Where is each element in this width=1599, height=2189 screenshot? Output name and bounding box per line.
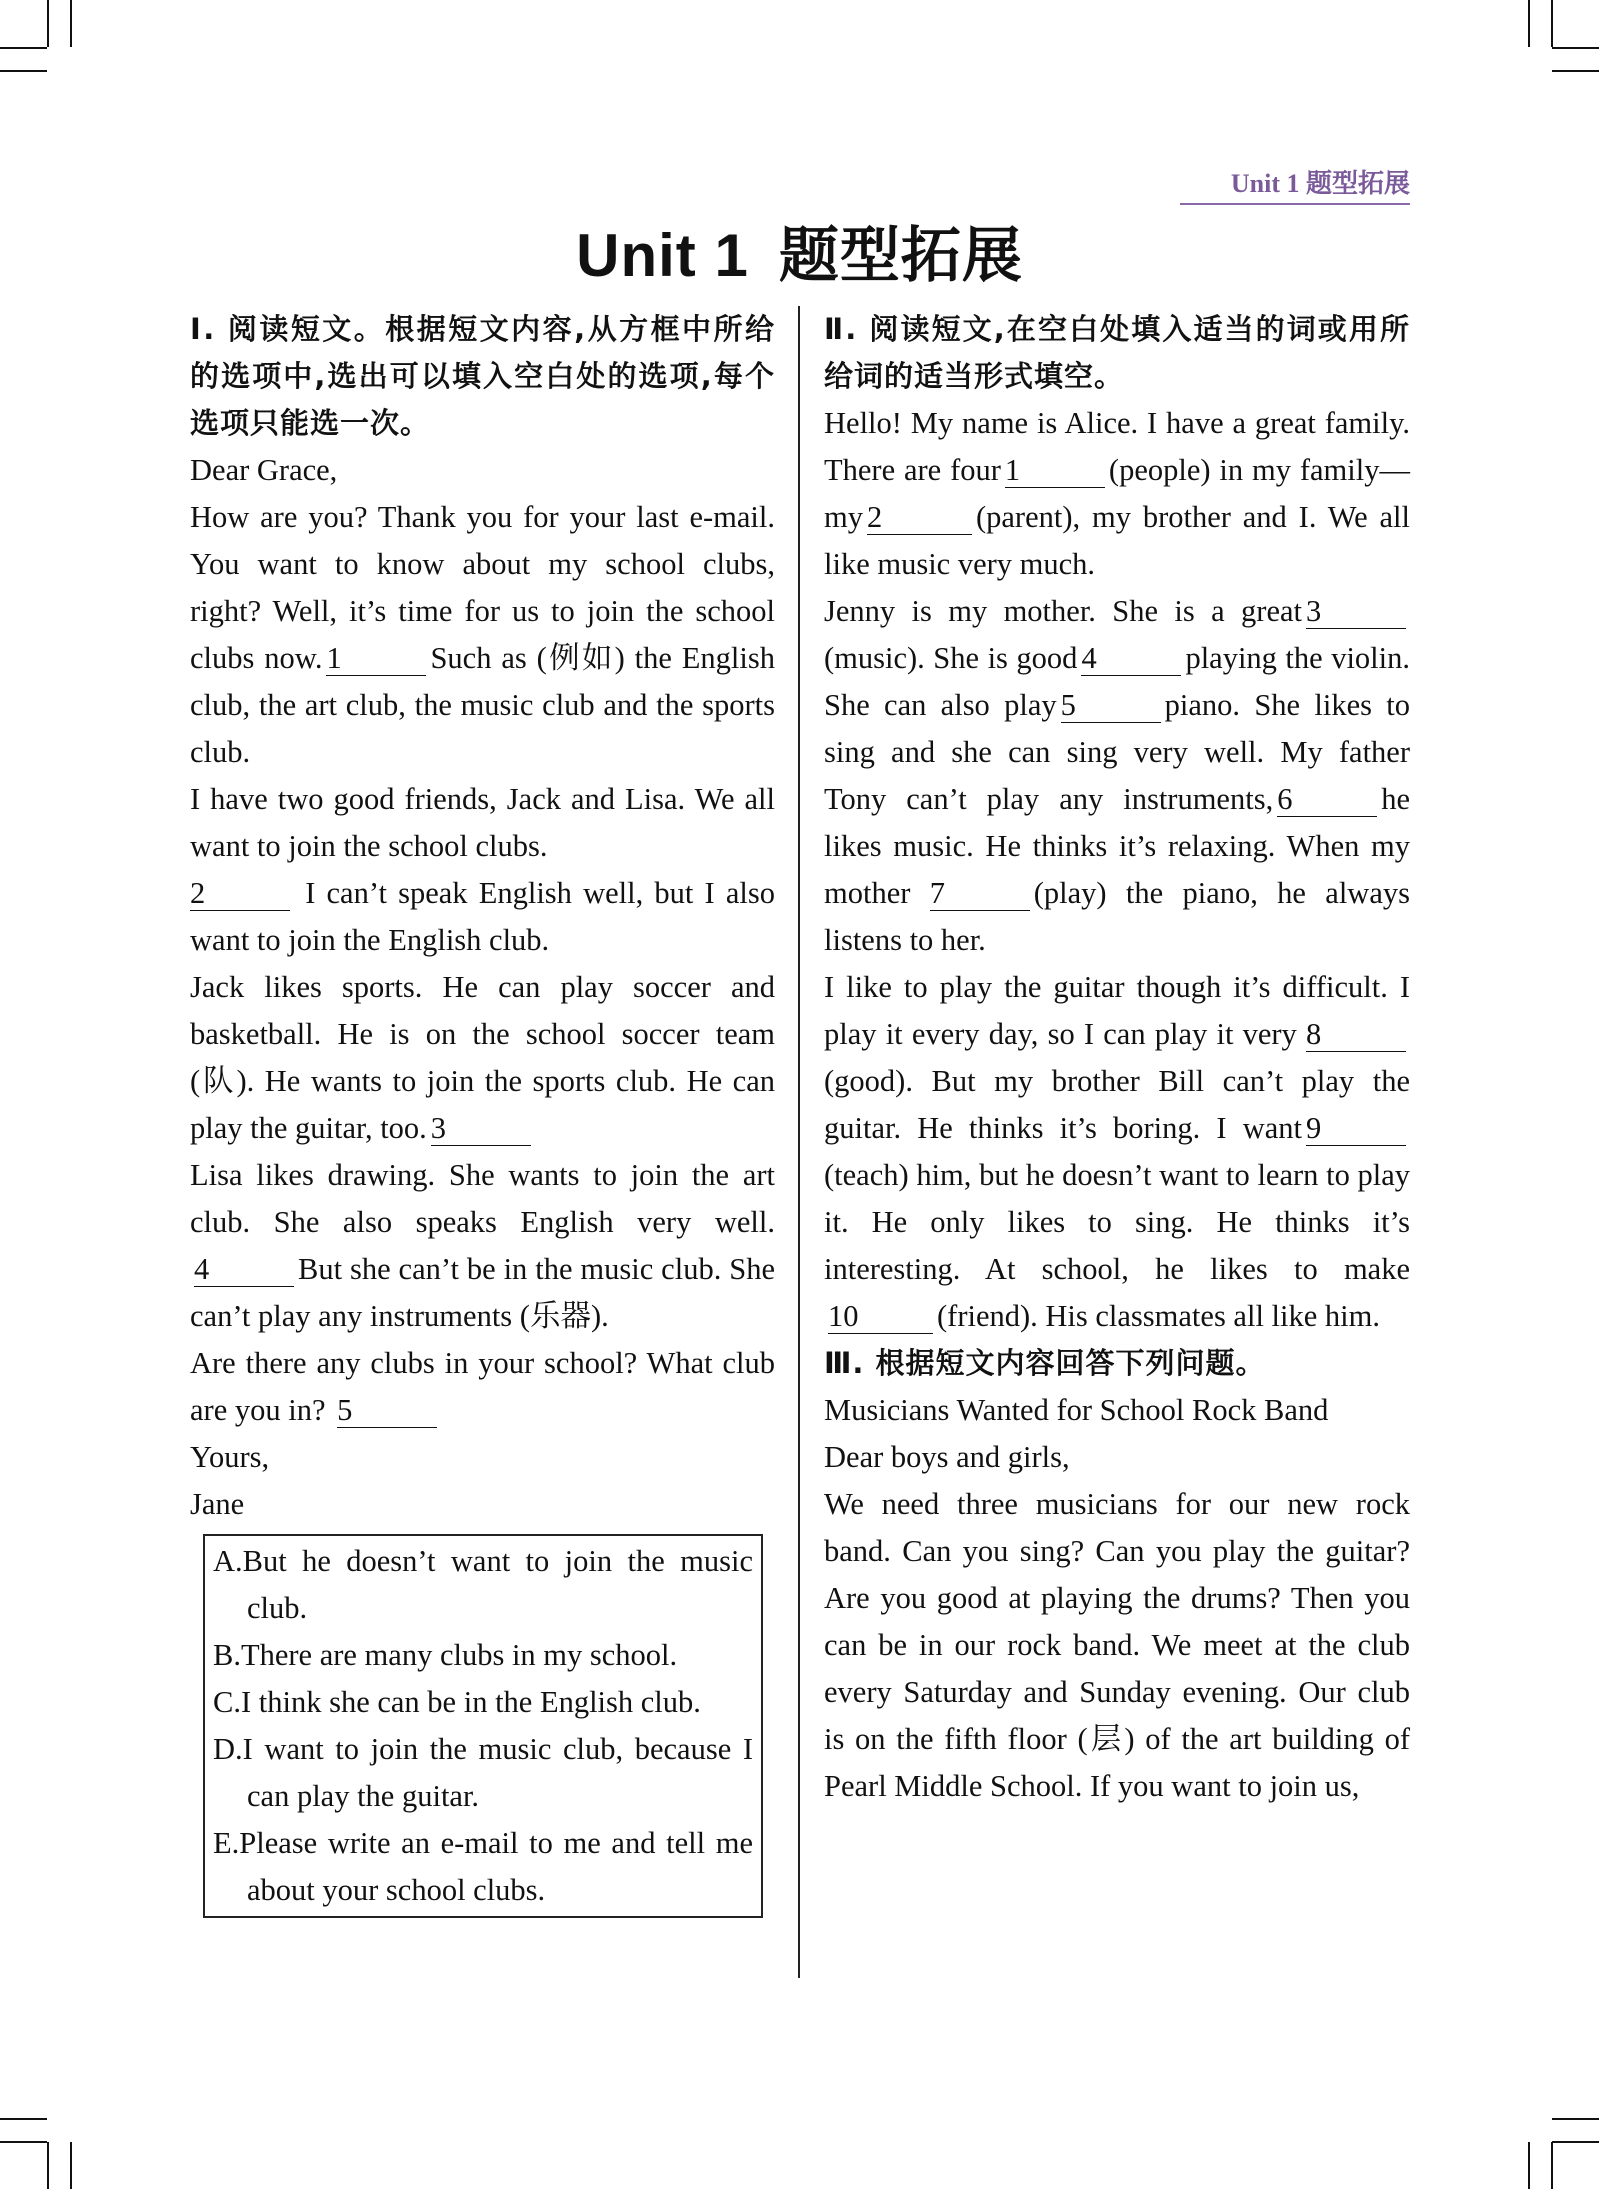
paragraph <box>190 494 775 776</box>
text: Jack likes sports. He can play soccer and basketball. He is on the school soccer team (队). He wants to join the sports club. He can play the guitar, too. <box>190 970 775 1145</box>
option-e <box>213 1820 753 1914</box>
section-1 <box>190 306 775 1918</box>
title-subtitle: 题型拓展 <box>778 222 1023 289</box>
option-text: I want to join the music club, because I can play the guitar. <box>242 1732 753 1813</box>
option-text: There are many clubs in my school. <box>240 1638 678 1672</box>
letter-closing: Yours, <box>190 1440 270 1474</box>
text: he likes music. He thinks it’s relaxing. When my mother <box>824 782 1410 910</box>
crop-mark <box>1552 70 1599 72</box>
section-2-3 <box>824 306 1410 1810</box>
blank-7[interactable]: 7 <box>930 876 1030 911</box>
page-title <box>0 208 1599 294</box>
text: (people) in my family—my <box>824 453 1410 534</box>
notice-body: We need three musicians for our new rock band. Can you sing? Can you play the guitar? Are you good at playing the drums? Then you can be in our rock band. We meet at the club every Saturday and Sunday evening. Our club is on the fifth floor (层) of the art building of Pearl Middle School. If you want to join us, <box>824 1487 1410 1803</box>
crop-mark <box>0 2141 47 2143</box>
text: Such as (例如) the English club, the art club, the music club and the sports club. <box>190 641 775 769</box>
option-a <box>213 1538 753 1632</box>
text: I like to play the guitar though it’s difficult. I play it every day, so I can play it very <box>824 970 1410 1051</box>
crop-mark <box>1551 0 1553 47</box>
paragraph <box>190 1152 775 1340</box>
paragraph <box>824 588 1410 964</box>
blank-10[interactable]: 10 <box>828 1299 933 1334</box>
option-b <box>213 1632 753 1679</box>
paragraph <box>824 400 1410 588</box>
crop-mark <box>1552 2141 1599 2143</box>
text: Lisa likes drawing. She wants to join the art club. She also speaks English very well. <box>190 1158 775 1239</box>
blank-1[interactable]: 1 <box>326 641 426 676</box>
blank-6[interactable]: 6 <box>1277 782 1377 817</box>
blank-3[interactable]: 3 <box>1306 594 1406 629</box>
option-c <box>213 1679 753 1726</box>
paragraph <box>190 870 775 964</box>
text: (good). But my brother Bill can’t play the guitar. He thinks it’s boring. I want <box>824 1064 1410 1145</box>
option-letter: B. <box>213 1638 241 1672</box>
text: (teach) him, but he doesn’t want to learn to play it. He only likes to sing. He thinks it’s interesting. At school, he likes to make <box>824 1158 1410 1286</box>
paragraph <box>824 964 1410 1340</box>
letter-greeting: Dear Grace, <box>190 453 338 487</box>
option-letter: A. <box>213 1544 243 1578</box>
option-text: I think she can be in the English club. <box>240 1685 701 1719</box>
notice-greeting: Dear boys and girls, <box>824 1440 1070 1474</box>
text: piano. She likes to sing and she can sing very well. My father Tony can’t play any instruments, <box>824 688 1410 816</box>
crop-mark <box>1528 0 1530 47</box>
blank-9[interactable]: 9 <box>1306 1111 1406 1146</box>
crop-mark <box>47 2142 49 2189</box>
running-head: Unit 1 题型拓展 <box>1180 163 1410 205</box>
crop-mark <box>0 70 47 72</box>
blank-2[interactable]: 2 <box>190 876 290 911</box>
text: (friend). His classmates all like him. <box>937 1299 1380 1333</box>
column-divider <box>798 306 800 1978</box>
letter-signature: Jane <box>190 1487 245 1521</box>
option-text: But he doesn’t want to join the music club. <box>242 1544 753 1625</box>
text: (parent), my brother and I. We all like music very much. <box>824 500 1410 581</box>
crop-mark <box>0 2118 47 2120</box>
crop-mark <box>70 2142 72 2189</box>
text: (music). She is good <box>824 641 1078 675</box>
options-box <box>203 1534 763 1918</box>
blank-1[interactable]: 1 <box>1005 453 1105 488</box>
text: Hello! My name is Alice. I have a great family. There are four <box>824 406 1410 487</box>
text: (play) the piano, he always listens to her. <box>824 876 1410 957</box>
crop-mark <box>1552 47 1599 49</box>
crop-mark <box>47 0 49 47</box>
blank-5[interactable]: 5 <box>1061 688 1161 723</box>
option-d <box>213 1726 753 1820</box>
crop-mark <box>1528 2142 1530 2189</box>
section-1-heading: Ⅰ. 阅读短文。根据短文内容,从方框中所给的选项中,选出可以填入空白处的选项,每个选项只能选一次。 <box>190 312 775 440</box>
paragraph: I have two good friends, Jack and Lisa. We all want to join the school clubs. <box>190 782 775 863</box>
text: But she can’t be in the music club. She can’t play any instruments (乐器). <box>190 1252 775 1333</box>
blank-4[interactable]: 4 <box>194 1252 294 1287</box>
title-unit: Unit 1 <box>576 222 749 289</box>
section-2-heading: Ⅱ. 阅读短文,在空白处填入适当的词或用所给词的适当形式填空。 <box>824 312 1410 393</box>
text: I can’t speak English well, but I also want to join the English club. <box>190 876 776 957</box>
crop-mark <box>1551 2142 1553 2189</box>
crop-mark <box>0 47 47 49</box>
option-letter: E. <box>213 1826 240 1860</box>
crop-mark <box>1552 2118 1599 2120</box>
option-text: Please write an e-mail to me and tell me about your school clubs. <box>239 1826 753 1907</box>
blank-4[interactable]: 4 <box>1081 641 1181 676</box>
section-3-heading: Ⅲ. 根据短文内容回答下列问题。 <box>824 1346 1266 1380</box>
notice-title: Musicians Wanted for School Rock Band <box>824 1393 1329 1427</box>
blank-8[interactable]: 8 <box>1306 1017 1406 1052</box>
blank-3[interactable]: 3 <box>431 1111 531 1146</box>
blank-5[interactable]: 5 <box>337 1393 437 1428</box>
text: Jenny is my mother. She is a great <box>824 594 1302 628</box>
paragraph <box>190 1340 775 1434</box>
text: playing the violin. She can also play <box>824 641 1411 722</box>
paragraph <box>190 964 775 1152</box>
crop-mark <box>70 0 72 47</box>
option-letter: C. <box>213 1685 241 1719</box>
text: Are there any clubs in your school? What club are you in? <box>190 1346 775 1427</box>
option-letter: D. <box>213 1732 243 1766</box>
blank-2[interactable]: 2 <box>867 500 972 535</box>
text: How are you? Thank you for your last e-mail. You want to know about my school clubs, right? Well, it’s time for us to join the school clubs now. <box>190 500 775 675</box>
